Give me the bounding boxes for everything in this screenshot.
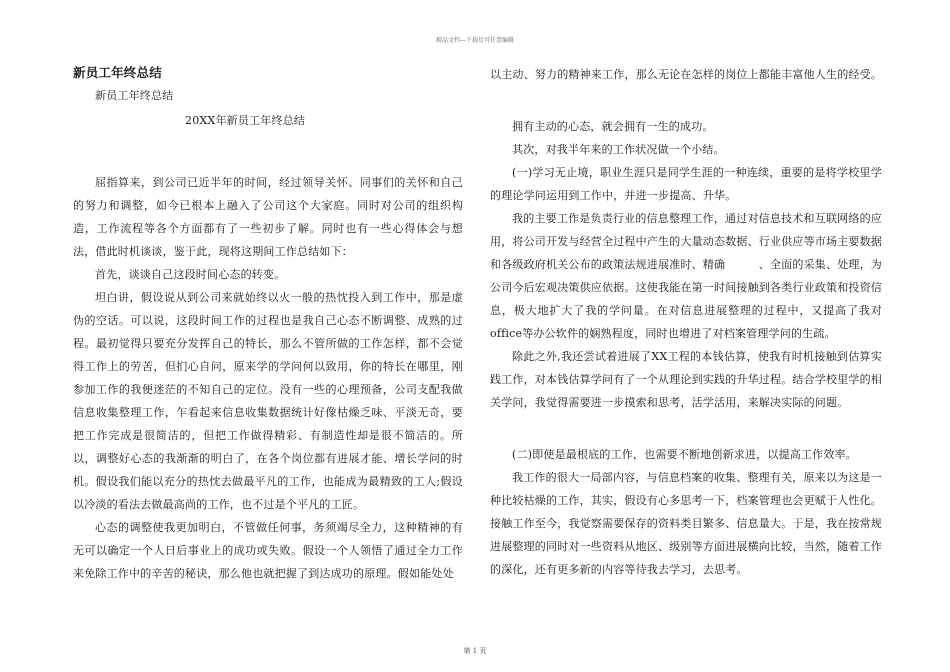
paragraph: 我工作的很大一局部内容，与信息档案的收集、整理有关，原来以为这是一种比较枯燥的工作，其实，假设有心多思考一下，档案管理也会更赋于人性化。接触工作至今，我觉察需要保存的资料类目繁多、信息量大。于是，我在按常规进展整理的同时对一些资料从地区、级别等方面进展横向比较，当然，随着工作的深化，还有更多新的内容等待我去学习，去思考。	[490, 471, 882, 576]
left-column	[73, 61, 463, 585]
section-heading: (一)学习无止境，职业生涯只是同学生涯的一种连续，重要的是将学校里学的理论学问运用到工作中，并进一步提高、升华。	[490, 166, 882, 202]
paragraph: 我的主要工作是负责行业的信息整理工作，通过对信息技术和互联网络的应用，将公司开发与经营全过程中产生的大量动态数据、行业供应等市场主要数据和各级政府机关公布的政策法规进展准时、精确 、全面的采集、处理，为公司今后宏观决策供应依据。这使我能在第一时间接触到各类行业政策和投资信息，极大地扩大了我的学问量。在对信息进展整理的过程中，又提高了我对office等办公软件的娴熟程度，同时也增进了对档案管理学问的生疏。	[490, 212, 882, 340]
paragraph-continued: 以主动、努力的精神来工作，那么无论在怎样的岗位上都能丰富他人生的经受。	[490, 68, 882, 81]
paragraph: 心态的调整使我更加明白，不管做任何事，务须竭尽全力，这种精神的有无可以确定一个人日后事业上的成功或失败。假设一个人领悟了通过全力工作来免除工作中的辛苦的秘诀，那么他也就把握了到达成功的原理。假如能处处	[73, 521, 463, 580]
year-title: 20XX年新员工年终总结	[185, 114, 306, 127]
page-footer: 第 1 页	[463, 647, 487, 655]
paragraph: 其次，对我半年来的工作状况做一个小结。	[512, 143, 725, 156]
paragraph: 拥有主动的心态，就会拥有一生的成功。	[512, 120, 714, 133]
section-heading: (二)即使是最根底的工作，也需要不断地创新求进，以提高工作效率。	[512, 448, 857, 461]
page-header: 精品文档---下载后可任意编辑	[435, 37, 515, 44]
paragraph: 首先，谈谈自己这段时间心态的转变。	[95, 268, 286, 281]
subtitle: 新员工年终总结	[95, 89, 174, 102]
document-title: 新员工年终总结	[73, 65, 162, 80]
paragraph: 屈指算来，到公司已近半年的时间，经过领导关怀、同事们的关怀和自己的努力和调整，如今已根本上融入了公司这个大家庭。同时对公司的组织构造，工作流程等各个方面都有了一些初步了解。同时也有一些心得体会与想法，借此时机谈谈，鉴于此，现将这期间工作总结如下：	[73, 176, 463, 258]
right-column	[490, 63, 882, 581]
paragraph: 除此之外,我还尝试着进展了XX工程的本钱估算，使我有时机接触到估算实践工作，对本钱估算学问有了一个从理论到实践的升华过程。结合学校里学的相关学问，我觉得需要进一步摸索和思考，活学活用，来解决实际的问题。	[490, 350, 882, 409]
paragraph: 坦白讲，假设说从到公司来就始终以火一般的热忱投入到工作中，那是虚伪的空话。可以说，这段时间工作的过程也是我自己心态不断调整、成熟的过程。最初觉得只要充分发挥自己的特长，那么不管所做的工作怎样，都不会觉得工作上的劳苦，但扪心自问，原来学的学问何以致用，你的特长在哪里，刚参加工作的我便迷茫的不知自己的定位。没有一些的心理预备，公司支配我做信息收集整理工作，乍看起来信息收集数据统计好像枯燥乏味、平淡无奇，要把工作完成是很简洁的，但把工作做得精彩、有制造性却是很不简洁的。所以，调整好心态的我渐渐的明白了，在各个岗位都有进展才能、增长学问的时机。假设我们能以充分的热忱去做最平凡的工作，也能成为最精致的工人;假设以冷淡的看法去做最高尚的工作，也不过是个平凡的工匠。	[73, 291, 463, 511]
